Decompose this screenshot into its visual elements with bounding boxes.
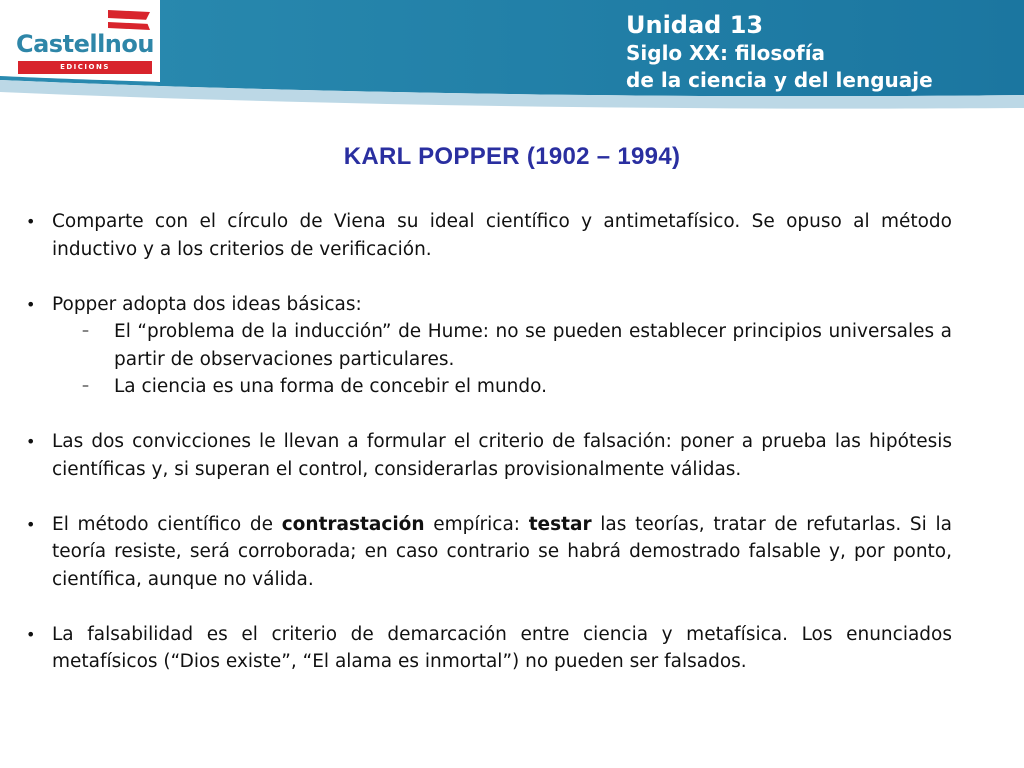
bold-term-testar: testar	[528, 513, 592, 535]
sub-list-item	[26, 373, 952, 401]
bullet-icon: •	[26, 212, 36, 231]
bullet-item	[26, 208, 952, 263]
unit-title: Unidad 13	[626, 11, 764, 39]
bullet-text-pre: El método científico de	[52, 513, 282, 535]
bullet-text: Comparte con el círculo de Viena su ideal científico y antimetafísico. Se opuso al método inductivo y a los criterios de verificación.	[52, 211, 952, 260]
unit-heading	[626, 10, 933, 94]
slide-title: KARL POPPER (1902 – 1994)	[343, 143, 681, 170]
dash-icon: –	[82, 323, 89, 339]
bullet-item	[26, 511, 952, 594]
unit-subtitle-1: Siglo XX: filosofía	[626, 41, 826, 65]
sub-list-item	[26, 318, 952, 373]
dash-icon: –	[82, 378, 89, 394]
bullet-icon: •	[26, 432, 36, 451]
castellnou-logo	[14, 8, 154, 72]
bullet-icon: •	[26, 624, 36, 644]
bold-term-contrastacion: contrastación	[281, 513, 425, 535]
sub-item-text: La ciencia es una forma de concebir el mundo.	[114, 376, 548, 397]
bullet-item	[26, 621, 952, 676]
bullet-text: La falsabilidad es el criterio de demarcación entre ciencia y metafísica. Los enunciados metafísicos (“Dios existe”, “El alama es inmortal”) no pueden ser falsados.	[52, 623, 952, 672]
bullet-text-mid: empírica:	[424, 513, 529, 535]
flag-icon	[106, 8, 152, 32]
slide-header	[0, 0, 1024, 115]
bullet-text: Las dos convicciones le llevan a formular el criterio de falsación: poner a prueba las hipótesis científicas y, si superan el control, considerarlas provisionalmente válidas.	[52, 431, 952, 480]
sub-item-text: El “problema de la inducción” de Hume: no se pueden establecer principios universales a partir de observaciones particulares.	[114, 321, 952, 370]
bullet-icon: •	[26, 514, 36, 534]
bullet-item	[26, 291, 952, 401]
logo-subtitle: EDICIONS	[18, 61, 152, 74]
bullet-icon: •	[26, 294, 36, 314]
slide-content	[26, 208, 952, 703]
unit-subtitle-2: de la ciencia y del lenguaje	[626, 68, 933, 92]
bullet-text: Popper adopta dos ideas básicas:	[52, 293, 362, 315]
bullet-item	[26, 428, 952, 483]
bullet-text-post: las teorías, tratar de refutarlas. Si la teoría resiste, será corroborada; en caso contrario se habrá demostrado falsable y, por ponto, científica, aunque no válida.	[52, 513, 952, 590]
logo-name: Castellnou	[16, 30, 154, 58]
